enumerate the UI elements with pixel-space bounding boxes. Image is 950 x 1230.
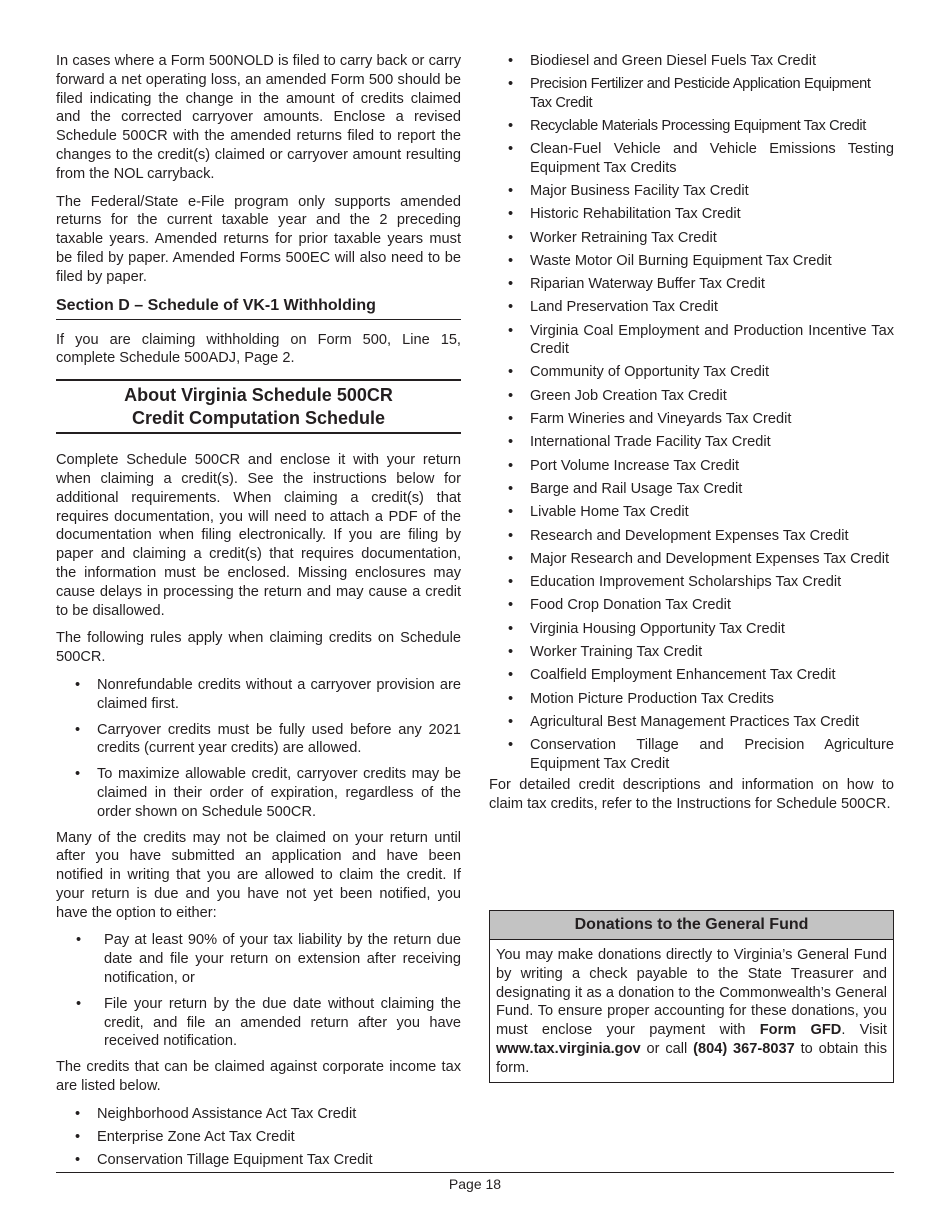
complete-schedule-paragraph: Complete Schedule 500CR and enclose it with your return when claiming a credit(s). See the instructions below for additional requirements. When claiming a credit(s) that requires documentation, you will need to attach a PDF of the documentation when filing electronically. If you are filing by paper and claiming a credit(s) that requires documentation, the information must be enclosed. Missing enclosures may cause delays in processing the return and may cause a credit to be disallowed. bbox=[56, 452, 461, 619]
form-gfd-label: Form GFD bbox=[759, 1022, 842, 1039]
list-item: • Green Job Creation Tax Credit bbox=[508, 387, 727, 404]
list-item: • Conservation Tillage Equipment Tax Credit bbox=[75, 1152, 373, 1169]
bullet-icon: • bbox=[508, 434, 514, 451]
bullet-icon: • bbox=[75, 721, 81, 738]
list-item: • Worker Retraining Tax Credit bbox=[508, 229, 717, 246]
list-item: • Precision Fertilizer and Pesticide Application Equipment Tax Credit bbox=[508, 76, 871, 111]
phone-number: (804) 367-8037 bbox=[693, 1040, 795, 1057]
list-item: • Riparian Waterway Buffer Tax Credit bbox=[508, 276, 765, 293]
website-link[interactable]: www.tax.virginia.gov bbox=[496, 1040, 641, 1057]
list-item: • Pay at least 90% of your tax liability by the return due date and file your return on extension after receiving notification, or bbox=[76, 932, 461, 987]
donations-text: You may make donations directly to Virginia’s General Fund by writing a check payable to the State Treasurer and designating it as a donation to the Commonwealth’s General Fund. To ensure proper accounting for these donations, you must enclose your payment with Form GFD. Visit www.tax.virginia.gov or call (804) 367-8037 to obtain this form. bbox=[496, 947, 887, 1076]
list-item: • Food Crop Donation Tax Credit bbox=[508, 597, 731, 614]
bullet-icon: • bbox=[508, 183, 514, 199]
bullet-icon: • bbox=[508, 206, 514, 223]
list-item: • File your return by the due date without claiming the credit, and file an amended return after you have received notification. bbox=[76, 995, 461, 1050]
list-item: • Historic Rehabilitation Tax Credit bbox=[508, 206, 741, 223]
list-item: • Biodiesel and Green Diesel Fuels Tax Credit bbox=[508, 53, 817, 69]
bullet-icon: • bbox=[508, 527, 514, 544]
nol-paragraph: In cases where a Form 500NOLD is filed to carry back or carry forward a net operating loss, an amended Form 500 should be filed indicating the change in the amount of credits claimed and the corrected carryover amounts. Enclose a revised Schedule 500CR with the amended returns filed to report the changes to the credit(s) claimed or carryover amount resulting from the NOL carryback. bbox=[56, 53, 461, 182]
bullet-icon: • bbox=[508, 252, 514, 269]
list-item: • Virginia Housing Opportunity Tax Credit bbox=[508, 620, 785, 637]
bullet-icon: • bbox=[508, 690, 514, 707]
bullet-icon: • bbox=[75, 1105, 81, 1122]
list-item: • Major Research and Development Expenses Tax Credit bbox=[508, 550, 890, 567]
closing-paragraph: For detailed credit descriptions and information on how to claim tax credits, refer to the Instructions for Schedule 500CR. bbox=[489, 776, 894, 812]
list-item: • Land Preservation Tax Credit bbox=[508, 299, 718, 316]
bullet-icon: • bbox=[508, 276, 514, 293]
list-item: • Enterprise Zone Act Tax Credit bbox=[75, 1129, 295, 1146]
about-schedule-heading bbox=[56, 379, 461, 434]
list-item: • Research and Development Expenses Tax Credit bbox=[508, 527, 849, 544]
rules-intro-paragraph: The following rules apply when claiming credits on Schedule 500CR. bbox=[56, 630, 461, 666]
bullet-icon: • bbox=[508, 322, 514, 339]
list-item: • Waste Motor Oil Burning Equipment Tax Credit bbox=[508, 252, 832, 269]
list-item: • Virginia Coal Employment and Production Incentive Tax Credit bbox=[508, 322, 894, 358]
bullet-icon: • bbox=[508, 364, 514, 381]
left-column bbox=[56, 52, 461, 1175]
right-column bbox=[489, 52, 894, 823]
options-list bbox=[56, 931, 461, 1051]
list-item: • Recyclable Materials Processing Equipment Tax Credit bbox=[508, 118, 866, 134]
list-item: • International Trade Facility Tax Credit bbox=[508, 434, 771, 451]
list-item: • Worker Training Tax Credit bbox=[508, 644, 703, 661]
rules-list bbox=[56, 676, 461, 822]
list-item: • Livable Home Tax Credit bbox=[508, 504, 689, 521]
page-number: Page 18 bbox=[448, 1176, 502, 1192]
bullet-icon: • bbox=[508, 504, 514, 521]
list-item: • Agricultural Best Management Practices Tax Credit bbox=[508, 713, 860, 730]
efile-paragraph: The Federal/State e-File program only supports amended returns for the current taxable year and the 2 preceding taxable years. Amended returns for prior taxable years must be filed by paper. Amended Forms 500EC will also need to be filed by paper. bbox=[56, 193, 461, 285]
list-item: • To maximize allowable credit, carryover credits may be claimed in their order of expiration, regardless of the order shown on Schedule 500CR. bbox=[75, 766, 461, 820]
bullet-icon: • bbox=[508, 118, 513, 134]
bullet-icon: • bbox=[508, 53, 514, 69]
donations-title: Donations to the General Fund bbox=[490, 911, 893, 940]
list-item: • Clean-Fuel Vehicle and Vehicle Emissions Testing Equipment Tax Credits bbox=[508, 141, 894, 176]
list-item: • Coalfield Employment Enhancement Tax Credit bbox=[508, 667, 836, 684]
list-item: • Carryover credits must be fully used before any 2021 credits (current year credits) are allowed. bbox=[75, 721, 461, 757]
bullet-icon: • bbox=[75, 766, 81, 783]
list-item: • Nonrefundable credits without a carryover provision are claimed first. bbox=[75, 676, 461, 712]
notification-paragraph: Many of the credits may not be claimed on your return until after you have submitted an application and have been notified in writing that you are allowed to claim the credit. If your return is due and you have not yet been notified, you have the option to either: bbox=[56, 829, 461, 921]
footer-divider bbox=[56, 1172, 894, 1173]
section-d-heading: Section D – Schedule of VK-1 Withholding bbox=[56, 296, 461, 320]
section-d-text: If you are claiming withholding on Form 500, Line 15, complete Schedule 500ADJ, Page 2. bbox=[56, 331, 461, 367]
bullet-icon: • bbox=[75, 676, 81, 693]
list-item: • Conservation Tillage and Precision Agriculture Equipment Tax Credit bbox=[508, 737, 894, 772]
list-item: • Community of Opportunity Tax Credit bbox=[508, 364, 770, 381]
bullet-icon: • bbox=[508, 644, 514, 661]
about-heading-line1: About Virginia Schedule 500CR bbox=[124, 385, 393, 406]
list-item: • Education Improvement Scholarships Tax Credit bbox=[508, 574, 842, 591]
bullet-icon: • bbox=[508, 299, 514, 316]
list-item: • Motion Picture Production Tax Credits bbox=[508, 690, 774, 707]
bullet-icon: • bbox=[508, 141, 514, 158]
credits-intro-paragraph: The credits that can be claimed against corporate income tax are listed below. bbox=[56, 1059, 461, 1095]
list-item: • Port Volume Increase Tax Credit bbox=[508, 457, 740, 474]
bullet-icon: • bbox=[508, 76, 513, 93]
bullet-icon: • bbox=[508, 737, 514, 754]
bullet-icon: • bbox=[508, 620, 514, 637]
list-item: • Barge and Rail Usage Tax Credit bbox=[508, 480, 743, 497]
bullet-icon: • bbox=[508, 597, 514, 614]
list-item: • Farm Wineries and Vineyards Tax Credit bbox=[508, 411, 792, 428]
list-item: • Neighborhood Assistance Act Tax Credit bbox=[75, 1105, 357, 1122]
bullet-icon: • bbox=[75, 1152, 81, 1169]
bullet-icon: • bbox=[508, 713, 514, 730]
bullet-icon: • bbox=[508, 574, 514, 591]
list-item: • Major Business Facility Tax Credit bbox=[508, 183, 749, 199]
bullet-icon: • bbox=[508, 229, 514, 246]
credits-list-left bbox=[56, 1105, 461, 1170]
bullet-icon: • bbox=[76, 932, 82, 949]
bullet-icon: • bbox=[508, 457, 514, 474]
bullet-icon: • bbox=[75, 1129, 81, 1146]
about-heading-line2: Credit Computation Schedule bbox=[131, 408, 385, 429]
bullet-icon: • bbox=[508, 550, 514, 567]
donations-box bbox=[489, 910, 894, 1083]
bullet-icon: • bbox=[508, 411, 514, 428]
bullet-icon: • bbox=[508, 480, 514, 497]
bullet-icon: • bbox=[508, 667, 514, 684]
bullet-icon: • bbox=[76, 995, 82, 1012]
credits-list-right bbox=[489, 52, 894, 773]
bullet-icon: • bbox=[508, 387, 514, 404]
